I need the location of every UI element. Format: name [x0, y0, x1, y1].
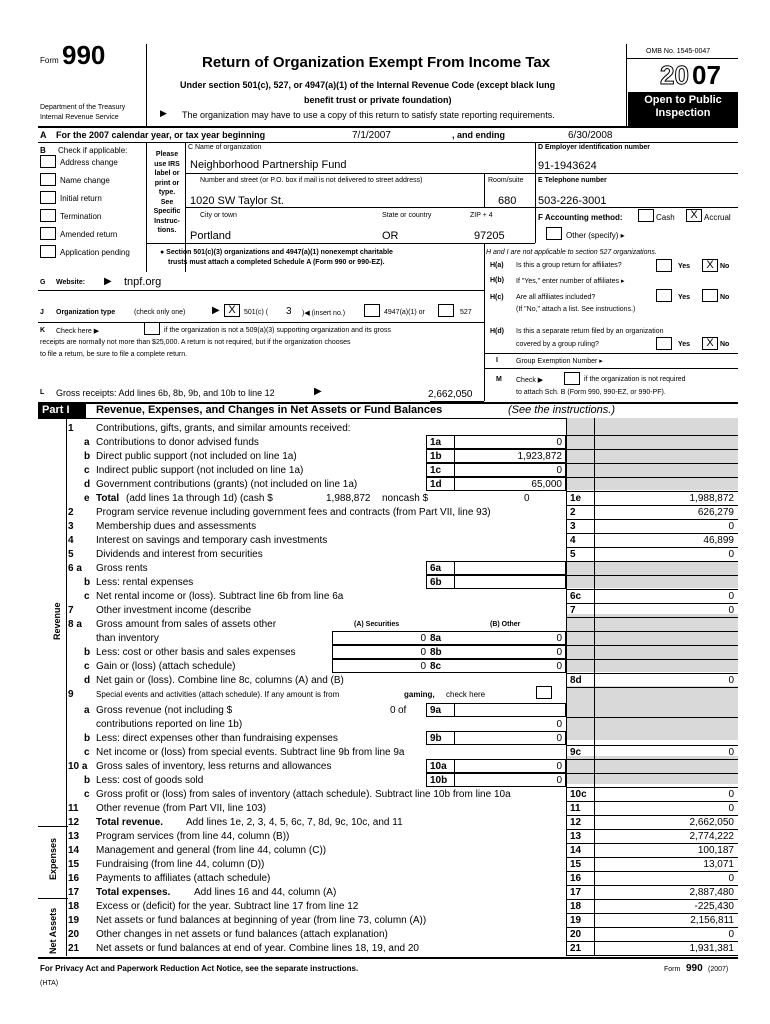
line-box-label: 10c	[570, 789, 587, 800]
section-b-label: B	[40, 146, 46, 155]
hc-text-1: Are all affiliates included?	[516, 294, 596, 301]
col-b-value: 0	[556, 661, 562, 672]
line-1e-noncash-label: noncash $	[382, 493, 429, 504]
line-letter: b	[84, 451, 91, 462]
section-b-checkbox[interactable]	[40, 245, 56, 258]
col-a-value: 0	[420, 661, 426, 672]
line-text: Net assets or fund balances at end of year. Combine lines 18, 19, and 20	[96, 943, 419, 954]
line-box-label: 12	[570, 817, 582, 828]
line-text: Membership dues and assessments	[96, 521, 257, 532]
501c-label: 501(c) (	[244, 309, 269, 316]
ha-yes-checkbox[interactable]	[656, 259, 672, 272]
col-b-value: 0	[556, 633, 562, 644]
hd-label: H(d)	[490, 328, 504, 335]
org-name-label: C Name of organization	[188, 144, 262, 151]
part-1-title-note: (See the instructions.)	[508, 404, 615, 416]
other-method-checkbox[interactable]	[546, 227, 562, 240]
mid-box-value: 0	[556, 775, 562, 786]
mid-box-label: 9a	[430, 705, 442, 716]
line-1e-cash: 1,988,872	[326, 493, 371, 504]
hb-label: H(b)	[490, 277, 504, 284]
line-9-check: check here	[446, 690, 486, 699]
line-text: Other investment income (describe	[96, 605, 252, 616]
org-type-arrow-icon: ▶	[212, 305, 220, 316]
tax-year-outline: 20	[660, 60, 689, 90]
line-box-label: 7	[570, 605, 576, 616]
mid-box-value: 0	[556, 733, 562, 744]
line-text: Gross profit or (loss) from sales of inventory (attach schedule). Subtract line 10b from line 10a	[96, 789, 511, 800]
col-b-value: 0	[556, 647, 562, 658]
line-letter: c	[84, 789, 90, 800]
gross-receipts-text: Gross receipts: Add lines 6b, 8b, 9b, and 10b to line 12	[56, 388, 275, 398]
check-if-applicable: Check if applicable:	[58, 146, 128, 155]
527-label: 527	[460, 309, 472, 316]
line-text: Less: rental expenses	[96, 577, 194, 588]
hc-yes-label: Yes	[678, 294, 691, 301]
line-value: 0	[728, 873, 734, 884]
line-number: 9	[68, 689, 74, 700]
line-value: 2,156,811	[690, 915, 734, 926]
section-k-label: K	[40, 327, 46, 334]
h-i-note: H and I are not applicable to section 527 organizations.	[486, 249, 657, 256]
mid-box-value: 0	[556, 761, 562, 772]
line-text: Contributions, gifts, grants, and similar amounts received:	[96, 423, 351, 434]
form-number: 990	[62, 40, 106, 70]
line-number: 13	[68, 831, 80, 842]
org-name: Neighborhood Partnership Fund	[190, 159, 347, 171]
form-subtitle-2: benefit trust or private foundation)	[304, 95, 452, 105]
phone-label: E Telephone number	[538, 177, 607, 184]
line-number: 11	[68, 803, 79, 814]
section-j-label: J	[40, 309, 44, 316]
city-label: City or town	[200, 212, 237, 219]
website-label: Website:	[56, 279, 86, 286]
i-label: I	[496, 357, 498, 364]
line-text: Interest on savings and temporary cash investments	[96, 535, 328, 546]
hd-no-checkbox[interactable]: X	[702, 337, 718, 350]
line-text: contributions reported on line 1b)	[96, 719, 243, 730]
tax-year-begin: 7/1/2007	[352, 130, 391, 141]
cash-label: Cash	[656, 213, 675, 222]
4947-label: 4947(a)(1) or	[384, 309, 425, 316]
dept-treasury: Department of the Treasury	[40, 104, 126, 111]
hd-yes-checkbox[interactable]	[656, 337, 672, 350]
line-text: Gain or (loss) (attach schedule)	[96, 661, 236, 672]
line-number: 4	[68, 535, 74, 546]
line-text: Less: cost of goods sold	[96, 775, 204, 786]
line-box-label: 9c	[570, 747, 582, 758]
line-letter: c	[84, 747, 90, 758]
line-value: 0	[728, 929, 734, 940]
line-number: 3	[68, 521, 74, 532]
line-number: 5	[68, 549, 74, 560]
line-number: 21	[68, 943, 80, 954]
k-text-4: to file a return, be sure to file a complete return.	[40, 351, 188, 358]
line-value: 0	[728, 605, 734, 616]
line-value: 46,899	[703, 535, 734, 546]
527-checkbox[interactable]	[438, 304, 454, 317]
schedule-b-checkbox[interactable]	[564, 372, 580, 385]
line-9-text: Special events and activities (attach schedule). If any amount is from	[96, 690, 340, 699]
mid-box-label: 1c	[430, 465, 442, 476]
line-text: than inventory	[96, 633, 159, 644]
line-box-label: 16	[570, 873, 582, 884]
line-letter: b	[84, 577, 91, 588]
phone-value: 503-226-3001	[538, 195, 607, 207]
line-box-label: 17	[570, 887, 582, 898]
line-number: 19	[68, 915, 80, 926]
line-letter: d	[84, 675, 91, 686]
please-use-word: See	[160, 198, 174, 206]
line-1e-total: Total	[96, 493, 120, 504]
line-text: Net gain or (loss). Combine line 8c, columns (A) and (B)	[96, 675, 344, 686]
form-label: Form	[40, 56, 59, 65]
line-9a-amount: 0	[390, 705, 396, 716]
omb-number: OMB No. 1545-0047	[646, 48, 711, 55]
hta-label: (HTA)	[40, 980, 59, 987]
please-use-word: Instruc-	[154, 217, 180, 225]
tax-year-bold: 07	[692, 60, 721, 90]
section-b-item-label: Initial return	[60, 194, 102, 203]
mid-box-label: 8b	[430, 647, 442, 658]
please-use-label-note	[150, 150, 184, 236]
line-text: Program service revenue including government fees and contracts (from Part VII, line 93)	[96, 507, 491, 518]
line-text: Dividends and interest from securities	[96, 549, 263, 560]
open-public-line2: Inspection	[655, 107, 711, 119]
line-value: -225,430	[694, 901, 734, 912]
line-number: 20	[68, 929, 80, 940]
cash-checkbox[interactable]	[638, 209, 654, 222]
line-value: 13,071	[703, 859, 734, 870]
section-b-item-label: Name change	[60, 176, 110, 185]
mid-box-value: 65,000	[531, 479, 562, 490]
mid-box-label: 8c	[430, 661, 442, 672]
section-b-checkbox[interactable]	[40, 173, 56, 186]
revenue-side-label: Revenue	[52, 602, 62, 640]
line-1e-text: (add lines 1a through 1d) (cash $	[126, 493, 273, 504]
part-1-badge	[38, 403, 86, 418]
mid-box-value: 1,923,872	[517, 451, 562, 462]
group-exemption-text: Group Exemption Number ▸	[516, 358, 603, 365]
and-ending-text: , and ending	[452, 130, 505, 140]
footer-form-number: 990	[686, 963, 703, 974]
line-number: 16	[68, 873, 80, 884]
m-check-text: Check ▶	[516, 377, 544, 384]
line-text: Other revenue (from Part VII, line 103)	[96, 803, 267, 814]
line-text: Net assets or fund balances at beginning of year (from line 73, column (A))	[96, 915, 427, 926]
line-letter: c	[84, 465, 90, 476]
ha-no-label: No	[720, 263, 730, 270]
gaming-checkbox[interactable]	[536, 686, 552, 699]
k-checkbox[interactable]	[144, 322, 160, 335]
mid-box-label: 9b	[430, 733, 442, 744]
mid-box-value: 0	[556, 719, 562, 730]
line-text: Indirect public support (not included on line 1a)	[96, 465, 304, 476]
line-1e-value: 1,988,872	[689, 493, 734, 504]
irs-label: Internal Revenue Service	[40, 114, 119, 121]
hc-no-checkbox[interactable]	[702, 289, 718, 302]
hc-yes-checkbox[interactable]	[656, 289, 672, 302]
shaded-cells-10	[566, 756, 738, 784]
line-box-label: 18	[570, 901, 582, 912]
line-text: Fundraising (from line 44, column (D))	[96, 859, 265, 870]
m-label: M	[496, 376, 502, 383]
line-9a-of: of	[398, 705, 407, 716]
mid-box-value: 0	[556, 465, 562, 476]
section-b-checkbox[interactable]	[40, 227, 56, 240]
line-text: Program services (from line 44, column (B))	[96, 831, 290, 842]
hb-text: If "Yes," enter number of affiliates ▸	[516, 278, 625, 285]
line-box-label: 1e	[570, 493, 582, 504]
line-number: 8 a	[68, 619, 82, 630]
org-type-label: Organization type	[56, 309, 116, 316]
line-number: 18	[68, 901, 80, 912]
footer-form-label: Form	[664, 966, 681, 973]
4947-checkbox[interactable]	[364, 304, 380, 317]
mid-box-label: 8a	[430, 633, 442, 644]
line-box-label: 14	[570, 845, 582, 856]
ha-yes-label: Yes	[678, 263, 691, 270]
website-value[interactable]: tnpf.org	[124, 276, 162, 288]
line-number: 7	[68, 605, 74, 616]
line-1e-noncash: 0	[524, 493, 530, 504]
k-text-2: if the organization is not a 509(a)(3) supporting organization and its gross	[164, 327, 391, 334]
line-box-label: 8d	[570, 675, 582, 686]
line-text: Gross amount from sales of assets other	[96, 619, 277, 630]
section-b-checkbox[interactable]	[40, 155, 56, 168]
ha-text: Is this a group return for affiliates?	[516, 262, 622, 269]
accrual-label: Accrual	[704, 213, 731, 222]
k-text-1: Check here ▶	[56, 328, 100, 335]
mid-box-label: 1d	[430, 479, 442, 490]
notice-arrow-icon: ▶	[160, 108, 167, 118]
please-use-word: tions.	[157, 227, 177, 234]
hd-no-label: No	[720, 341, 730, 348]
line-letter: b	[84, 647, 91, 658]
section-501-note-2: trusts must attach a completed Schedule A (Form 990 or 990-EZ).	[168, 259, 385, 266]
line-value: 1,931,381	[689, 943, 734, 954]
line-box-label: 13	[570, 831, 582, 842]
please-use-word: label or	[154, 170, 180, 177]
line-letter: a	[84, 437, 90, 448]
room-label: Room/suite	[488, 177, 524, 184]
m-text-2: if the organization is not required	[584, 376, 686, 383]
privacy-notice: For Privacy Act and Paperwork Reduction Act Notice, see the separate instructions.	[40, 964, 359, 973]
footer-year: (2007)	[708, 966, 729, 973]
line-box-label: 20	[570, 929, 582, 940]
line-9-gaming: gaming,	[404, 690, 435, 699]
line-box-label: 3	[570, 521, 576, 532]
line-letter: a	[84, 705, 90, 716]
mid-box-label: 1a	[430, 437, 442, 448]
shaded-cells-1b	[566, 418, 594, 490]
column-a-header: (A) Securities	[354, 621, 400, 628]
please-use-word: type.	[158, 189, 176, 196]
line-text: Management and general (from line 44, column (C))	[96, 845, 327, 856]
line-text: Excess or (deficit) for the year. Subtract line 17 from line 12	[96, 901, 359, 912]
please-use-word: use IRS	[154, 160, 180, 168]
line-text: Net income or (loss) from special events. Subtract line 9b from line 9a	[96, 747, 405, 758]
tax-year-end: 6/30/2008	[568, 130, 613, 141]
city: Portland	[190, 230, 231, 242]
line-box-label: 4	[570, 535, 576, 546]
section-l-label: L	[40, 389, 45, 396]
line-9a-text: Gross revenue (not including $	[96, 705, 233, 716]
line-box-label: 2	[570, 507, 576, 518]
section-b-checkbox[interactable]	[40, 209, 56, 222]
line-text: Net rental income or (loss). Subtract line 6b from line 6a	[96, 591, 344, 602]
line-number: 1	[68, 423, 74, 434]
line-value: 2,774,222	[689, 831, 734, 842]
please-use-word: print or	[154, 179, 180, 187]
section-b-item-label: Amended return	[60, 230, 118, 239]
ein-value: 91-1943624	[538, 160, 597, 172]
section-g-label: G	[40, 279, 46, 286]
line-box-label: 6c	[570, 591, 582, 602]
line-value: 0	[728, 803, 734, 814]
line-letter: c	[84, 661, 90, 672]
form-subtitle-1: Under section 501(c), 527, or 4947(a)(1) of the Internal Revenue Code (except black lung	[180, 80, 556, 90]
column-b-header: (B) Other	[490, 621, 521, 628]
other-method-label: Other (specify) ▸	[566, 231, 625, 240]
ha-no-checkbox[interactable]: X	[702, 259, 718, 272]
m-text-3: to attach Sch. B (Form 990, 990-EZ, or 990-PF).	[516, 389, 666, 396]
line-text: Other changes in net assets or fund balances (attach explanation)	[96, 929, 388, 940]
hd-yes-label: Yes	[678, 341, 691, 348]
line-value: 626,279	[697, 507, 734, 518]
section-b-item-label: Termination	[60, 212, 102, 221]
mid-box-label: 6a	[430, 563, 442, 574]
col-a-value: 0	[420, 633, 426, 644]
open-to-public-badge	[628, 92, 738, 126]
expenses-side-label: Expenses	[48, 837, 58, 880]
state-label: State or country	[382, 212, 432, 219]
total-label: Total revenue.	[96, 817, 164, 828]
mid-box-label: 10a	[430, 761, 447, 772]
line-text: Gross sales of inventory, less returns and allowances	[96, 761, 332, 772]
check-only-one: (check only one)	[134, 309, 186, 316]
accrual-checkbox[interactable]: X	[686, 209, 702, 222]
total-value: 2,662,050	[689, 817, 734, 828]
open-public-line1: Open to Public	[644, 94, 722, 106]
line-value: 0	[728, 747, 734, 758]
line-number: 6 a	[68, 563, 82, 574]
accounting-method-label: F Accounting method:	[538, 213, 623, 222]
hc-text-2: (If "No," attach a list. See instructions.)	[516, 306, 636, 313]
please-use-word: Specific	[153, 208, 181, 215]
hd-text-1: Is this a separate return filed by an organization	[516, 328, 664, 335]
street-address: 1020 SW Taylor St.	[190, 195, 284, 207]
ein-label: D Employer identification number	[538, 144, 651, 151]
line-letter: e	[84, 493, 90, 504]
section-b-item-label: Address change	[60, 158, 118, 167]
line-number: 15	[68, 859, 80, 870]
line-value: 0	[728, 789, 734, 800]
room-suite: 680	[498, 195, 517, 207]
501c-checkbox[interactable]: X	[224, 304, 240, 317]
shaded-cells-8	[566, 614, 738, 672]
ha-label: H(a)	[490, 262, 504, 269]
total-text: Add lines 1e, 2, 3, 4, 5, 6c, 7, 8d, 9c, 10c, and 11	[186, 817, 403, 828]
line-number: 10 a	[68, 761, 88, 772]
state: OR	[382, 230, 399, 242]
mid-box-label: 6b	[430, 577, 442, 588]
hc-no-label: No	[720, 294, 730, 301]
line-value: 0	[728, 591, 734, 602]
line-value: 0	[728, 521, 734, 532]
part-1-title: Revenue, Expenses, and Changes in Net Assets or Fund Balances	[96, 404, 443, 416]
total-value: 2,887,480	[689, 887, 734, 898]
shaded-cells-9	[566, 686, 738, 740]
section-a-label: A	[40, 130, 47, 140]
section-501-note-1: ● Section 501(c)(3) organizations and 4947(a)(1) nonexempt charitable	[160, 249, 393, 256]
line-value: 0	[728, 549, 734, 560]
mid-box-label: 10b	[430, 775, 448, 786]
col-a-value: 0	[420, 647, 426, 658]
line-number: 2	[68, 507, 74, 518]
website-arrow-icon: ▶	[104, 276, 112, 287]
line-text: Contributions to donor advised funds	[96, 437, 259, 448]
mid-box-value: 0	[556, 437, 562, 448]
form-title: Return of Organization Exempt From Income Tax	[202, 54, 551, 71]
501c-number: 3	[286, 306, 292, 317]
total-label: Total expenses.	[96, 887, 171, 898]
state-reporting-notice: The organization may have to use a copy of this return to satisfy state reporting requirements.	[182, 110, 555, 120]
line-box-label: 19	[570, 915, 582, 926]
mid-box-label: 1b	[430, 451, 442, 462]
line-text: Less: cost or other basis and sales expenses	[96, 647, 296, 658]
line-letter: d	[84, 479, 91, 490]
part-1-label: Part I	[42, 404, 70, 416]
hd-text-2: covered by a group ruling?	[516, 341, 599, 348]
line-box-label: 15	[570, 859, 582, 870]
line-value: 0	[728, 675, 734, 686]
net-assets-side-label: Net Assets	[48, 907, 58, 954]
line-letter: b	[84, 775, 91, 786]
line-number: 14	[68, 845, 80, 856]
line-text: Gross rents	[96, 563, 148, 574]
zip-label: ZIP + 4	[470, 212, 493, 219]
tax-year-text: For the 2007 calendar year, or tax year beginning	[56, 130, 266, 140]
street-label: Number and street (or P.O. box if mail is not delivered to street address)	[200, 177, 423, 184]
line-box-label: 21	[570, 943, 582, 954]
line-letter: b	[84, 733, 91, 744]
k-text-3: receipts are normally not more than $25,000. A return is not required, but if the organization chooses	[40, 339, 351, 346]
line-box-label: 5	[570, 549, 576, 560]
line-number: 17	[68, 887, 80, 898]
line-value: 100,187	[697, 845, 734, 856]
hc-label: H(c)	[490, 294, 504, 301]
line-text: Less: direct expenses other than fundraising expenses	[96, 733, 338, 744]
line-text: Payments to affiliates (attach schedule)	[96, 873, 271, 884]
line-text: Government contributions (grants) (not included on line 1a)	[96, 479, 358, 490]
section-b-item-label: Application pending	[60, 248, 130, 257]
total-text: Add lines 16 and 44, column (A)	[194, 887, 337, 898]
line-number: 12	[68, 817, 80, 828]
please-use-word: Please	[155, 151, 179, 158]
line-letter: c	[84, 591, 90, 602]
line-box-label: 11	[570, 803, 581, 814]
section-b-checkbox[interactable]	[40, 191, 56, 204]
insert-no-label: )◀ (insert no.)	[302, 310, 346, 317]
gross-receipts-value: 2,662,050	[428, 389, 473, 400]
shaded-cells-1	[594, 418, 738, 490]
gross-receipts-arrow-icon: ▶	[314, 386, 322, 397]
zip: 97205	[474, 230, 505, 242]
line-text: Direct public support (not included on line 1a)	[96, 451, 297, 462]
